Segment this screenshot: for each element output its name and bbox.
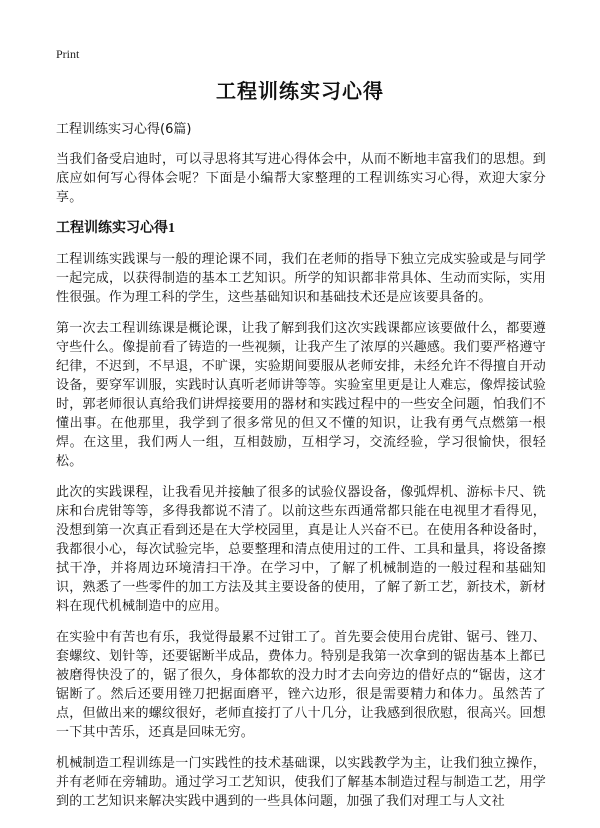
section-heading-number: 1 — [168, 221, 175, 236]
section-heading-text: 工程训练实习心得 — [56, 220, 168, 236]
intro-paragraph: 当我们备受启迪时，可以寻思将其写进心得体会中，从而不断地丰富我们的思想。到底应如何写心得体会呢？下面是小编帮大家整理的工程训练实习心得，欢迎大家分享。 — [56, 152, 546, 205]
document-subtitle: 工程训练实习心得(6篇) — [56, 122, 192, 137]
body-paragraph: 第一次去工程训练课是概论课，让我了解到我们这次实践课都应该要做什么，都要遵守些什么。像提前看了铸造的一些视频，让我产生了浓厚的兴趣感。我们要严格遵守纪律，不迟到，不早退，不旷课，实验期间要服从老师安排，未经允许不得擅自开动设备，要穿军训服，实践时认真听老师讲等等。实验室里更是让人难忘，像焊接试验时，郭老师很认真给我们讲焊接要用的器材和实践过程中的一些安全问题，怕我们不懂出事。在他那里，我学到了很多常见的但又不懂的知识，让我有勇气点燃第一根焊。在这里，我们两人一组，互相鼓励，互相学习，交流经验，学习很愉快，很轻松。 — [56, 321, 546, 469]
document-title: 工程训练实习心得 — [216, 79, 384, 103]
body-paragraph: 工程训练实践课与一般的理论课不同，我们在老师的指导下独立完成实验或是与同学一起完成，以获得制造的基本工艺知识。所学的知识都非常具体、生动而实际，实用性很强。作为理工科的学生，这些基础知识和基础技术还是应该要具备的。 — [56, 252, 546, 305]
body-paragraph: 此次的实践课程，让我看见并接触了很多的试验仪器设备，像弧焊机、游标卡尺、铣床和台虎钳等等，多得我都说不清了。以前这些东西通常都只能在电视里才看得见，没想到第一次真正看到还是在大学校园里，真是让人兴奋不已。在使用各种设备时，我都很小心，每次试验完毕，总要整理和清点使用过的工件、工具和量具，将设备擦拭干净，并将周边环境清扫干净。在学习中，了解了机械制造的一般过程和基础知识，熟悉了一些零件的加工方法及其主要设备的使用，了解了新工艺，新技术，新材料在现代机械制造中的应用。 — [56, 485, 546, 614]
body-paragraph: 在实验中有苦也有乐，我觉得最累不过钳工了。首先要会使用台虎钳、锯弓、锉刀、套螺纹、划针等，还要锯断半成品，费体力。特别是我第一次拿到的锯齿基本上都已被磨得快没了的，锯了很久，身体都软的没力时才去向旁边的借好点的“锯齿，这才锯断了。然后还要用锉刀把据面磨平，锉六边形，很是需要精力和体力。虽然苦了点，但做出来的螺纹很好，老师直接打了八十几分，让我感到很欣慰，很高兴。回想一下其中苦乐，还真是回味无穷。 — [56, 630, 546, 740]
print-link[interactable]: Print — [56, 47, 80, 61]
document-body — [56, 150, 546, 823]
section-heading — [56, 219, 546, 238]
body-paragraph: 机械制造工程训练是一门实践性的技术基础课，以实践教学为主，让我们独立操作，并有老师在旁辅助。通过学习工艺知识，使我们了解基本制造过程与制造工艺，用学到的工艺知识来解决实践中遇到的一些具体问题，加强了我们对理工与人文社 — [56, 756, 546, 809]
